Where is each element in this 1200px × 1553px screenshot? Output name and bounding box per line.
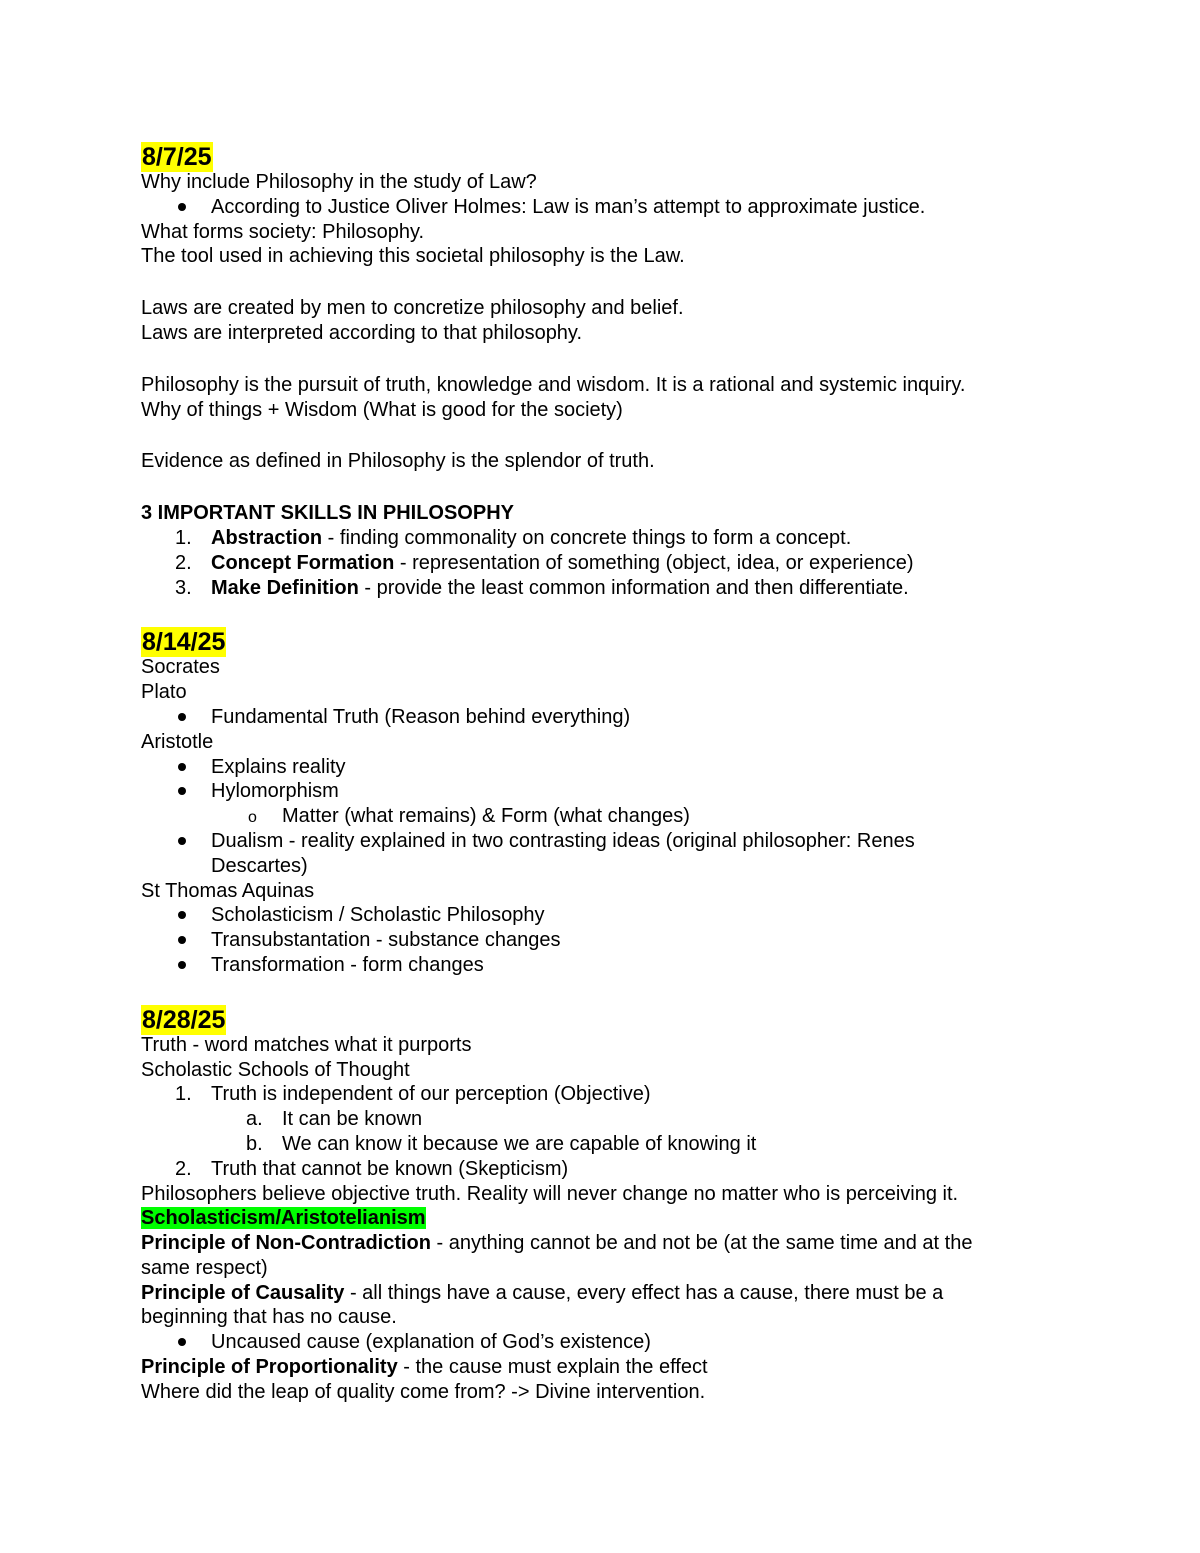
bullet-icon <box>178 936 186 944</box>
date-heading: 8/7/25 <box>142 143 212 171</box>
lettered-item: a. It can be known <box>246 1108 423 1131</box>
text-line: The tool used in achieving this societal philosophy is the Law. <box>141 245 685 268</box>
bullet-item: Hylomorphism <box>141 779 1061 804</box>
text-line: What forms society: Philosophy. <box>141 220 425 243</box>
text-line: beginning that has no cause. <box>141 1306 397 1329</box>
lettered-item: b. We can know it because we are capable of knowing it <box>246 1132 757 1155</box>
bullet-item: Explains reality <box>141 755 1061 780</box>
bullet-item: Fundamental Truth (Reason behind everything) <box>141 705 1061 730</box>
numbered-item: 2. Concept Formation - representation of something (object, idea, or experience) <box>175 551 914 574</box>
bullet-icon <box>178 837 186 845</box>
text-line: Philosophers believe objective truth. Reality will never change no matter who is perceiving it. <box>141 1182 959 1205</box>
text-line: Truth - word matches what it purports <box>141 1033 472 1056</box>
text-line: Aristotle <box>141 730 214 753</box>
bullet-icon <box>178 961 186 969</box>
text-line: Evidence as defined in Philosophy is the splendor of truth. <box>141 450 655 473</box>
numbered-item: 1. Truth is independent of our perception (Objective) <box>175 1083 651 1106</box>
notes-body <box>141 142 1061 1405</box>
circle-bullet-icon: o <box>248 809 257 827</box>
bullet-item: Transubstantation - substance changes <box>141 928 1061 953</box>
sub-bullet-item: o Matter (what remains) & Form (what changes) <box>141 804 1061 829</box>
text-line: Socrates <box>141 656 220 679</box>
text-line: Why include Philosophy in the study of Law? <box>141 171 537 193</box>
text-line: Plato <box>141 681 187 704</box>
principle-line: Principle of Proportionality - the cause must explain the effect <box>141 1356 708 1379</box>
principle-line: Principle of Causality - all things have a cause, every effect has a cause, there must be a <box>141 1281 944 1304</box>
bullet-item: Uncaused cause (explanation of God’s existence) <box>141 1330 1061 1355</box>
text-line: St Thomas Aquinas <box>141 879 315 902</box>
numbered-item: 2. Truth that cannot be known (Skepticism) <box>175 1157 569 1180</box>
bullet-item: Dualism - reality explained in two contrasting ideas (original philosopher: Renes <box>141 829 1061 854</box>
bullet-icon <box>178 203 186 211</box>
text-line: Philosophy is the pursuit of truth, knowledge and wisdom. It is a rational and systemic inquiry. <box>141 373 966 396</box>
bullet-item: Scholasticism / Scholastic Philosophy <box>141 903 1061 928</box>
bullet-icon <box>178 1338 186 1346</box>
bullet-icon <box>178 763 186 771</box>
date-heading: 8/14/25 <box>142 628 226 657</box>
numbered-item: 1. Abstraction - finding commonality on concrete things to form a concept. <box>175 526 852 549</box>
bullet-item: Transformation - form changes <box>141 953 1061 978</box>
text-line: Where did the leap of quality come from? -> Divine intervention. <box>141 1380 706 1403</box>
principle-line: Principle of Non-Contradiction - anything cannot be and not be (at the same time and at the <box>141 1232 973 1255</box>
highlighted-heading: Scholasticism/Aristotelianism <box>141 1207 426 1230</box>
bullet-continuation: Descartes) <box>211 854 308 877</box>
bullet-icon <box>178 713 186 721</box>
bullet-icon <box>178 911 186 919</box>
text-line: Laws are created by men to concretize philosophy and belief. <box>141 297 684 320</box>
text-line: Scholastic Schools of Thought <box>141 1058 410 1081</box>
bullet-icon <box>178 787 186 795</box>
bullet-item: According to Justice Oliver Holmes: Law is man’s attempt to approximate justice. <box>141 195 1061 220</box>
date-heading: 8/28/25 <box>142 1005 226 1034</box>
text-line: Laws are interpreted according to that philosophy. <box>141 321 583 344</box>
section-heading: 3 IMPORTANT SKILLS IN PHILOSOPHY <box>141 502 514 525</box>
text-line: same respect) <box>141 1256 268 1279</box>
text-line: Why of things + Wisdom (What is good for the society) <box>141 398 623 421</box>
numbered-item: 3. Make Definition - provide the least common information and then differentiate. <box>175 576 909 599</box>
